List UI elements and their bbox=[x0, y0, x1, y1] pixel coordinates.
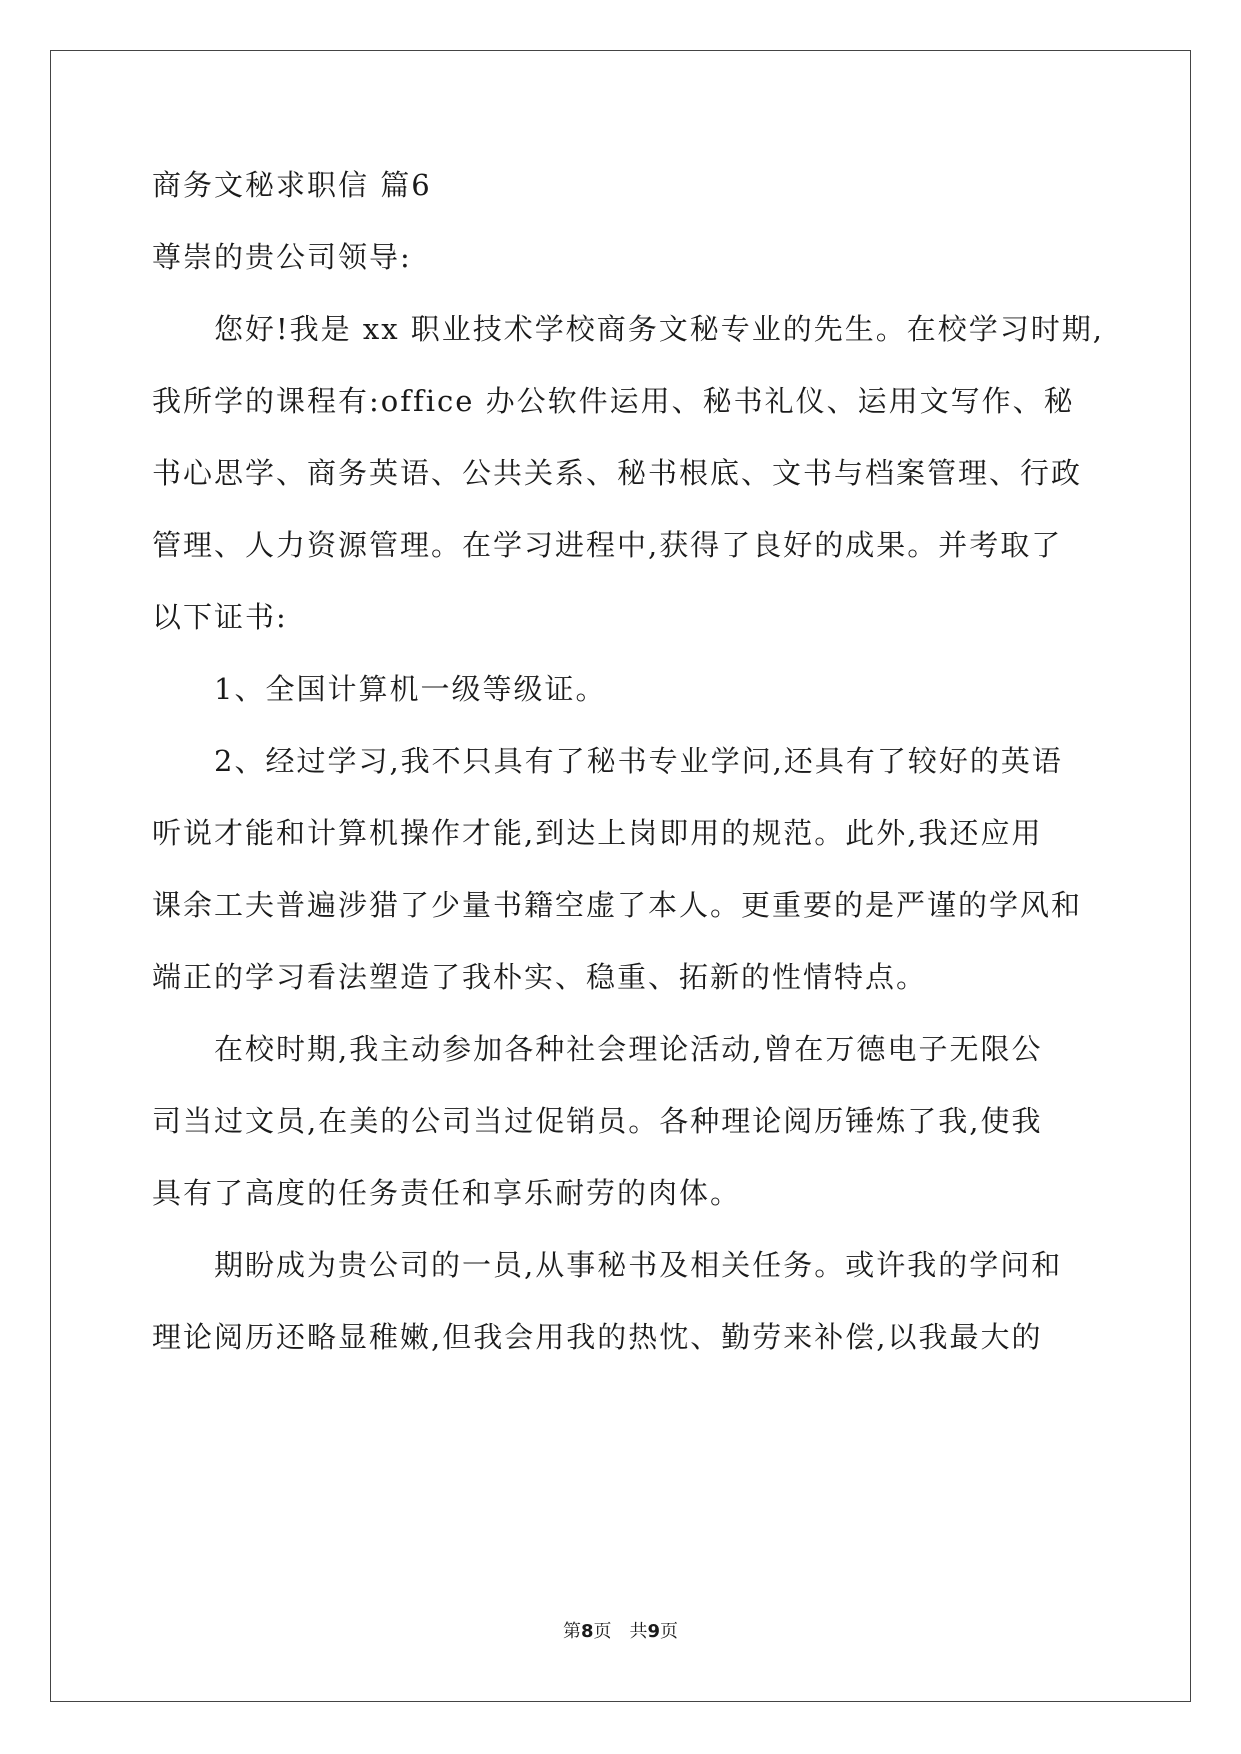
document-title: 商务文秘求职信 篇6 bbox=[152, 168, 432, 202]
paragraph-line: 具有了高度的任务责任和享乐耐劳的肉体。 bbox=[152, 1176, 742, 1210]
page-frame bbox=[50, 50, 1191, 1702]
paragraph-line: 管理、人力资源管理。在学习进程中,获得了良好的成果。并考取了 bbox=[152, 528, 1063, 562]
paragraph-line: 期盼成为贵公司的一员,从事秘书及相关任务。或许我的学问和 bbox=[214, 1248, 1063, 1282]
list-item: 1、全国计算机一级等级证。 bbox=[214, 672, 607, 706]
salutation: 尊崇的贵公司领导: bbox=[152, 240, 412, 274]
page-current: 8 bbox=[580, 1621, 594, 1642]
page-total: 9 bbox=[647, 1621, 661, 1642]
paragraph-line: 听说才能和计算机操作才能,到达上岗即用的规范。此外,我还应用 bbox=[152, 816, 1043, 850]
page-prefix: 第 bbox=[562, 1621, 581, 1642]
total-suffix: 页 bbox=[660, 1621, 679, 1642]
paragraph-line: 我所学的课程有:office 办公软件运用、秘书礼仪、运用文写作、秘 bbox=[152, 384, 1075, 418]
list-item: 2、经过学习,我不只具有了秘书专业学问,还具有了较好的英语 bbox=[214, 744, 1063, 778]
paragraph-line: 端正的学习看法塑造了我朴实、稳重、拓新的性情特点。 bbox=[152, 960, 928, 994]
page-footer bbox=[0, 1617, 1241, 1643]
paragraph-line: 课余工夫普遍涉猎了少量书籍空虚了本人。更重要的是严谨的学风和 bbox=[152, 888, 1083, 922]
paragraph-line: 司当过文员,在美的公司当过促销员。各种理论阅历锤炼了我,使我 bbox=[152, 1104, 1043, 1138]
paragraph-line: 书心思学、商务英语、公共关系、秘书根底、文书与档案管理、行政 bbox=[152, 456, 1083, 490]
paragraph-line: 理论阅历还略显稚嫩,但我会用我的热忱、勤劳来补偿,以我最大的 bbox=[152, 1320, 1043, 1354]
paragraph-line: 您好!我是 xx 职业技术学校商务文秘专业的先生。在校学习时期, bbox=[214, 312, 1105, 346]
total-prefix: 共 bbox=[629, 1621, 648, 1642]
paragraph-line: 以下证书: bbox=[152, 600, 288, 634]
paragraph-line: 在校时期,我主动参加各种社会理论活动,曾在万德电子无限公 bbox=[214, 1032, 1043, 1066]
page-suffix: 页 bbox=[593, 1621, 612, 1642]
